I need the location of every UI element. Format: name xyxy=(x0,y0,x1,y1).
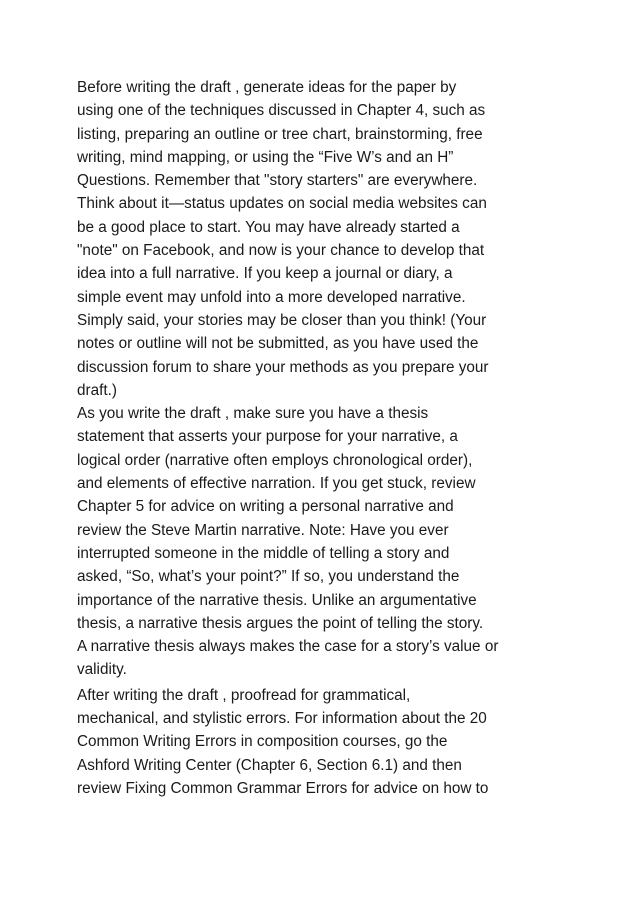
paragraph-brainstorm xyxy=(77,76,567,402)
text-line: and elements of effective narration. If you get stuck, review xyxy=(77,475,476,493)
text-line: Think about it—status updates on social media websites can xyxy=(77,195,487,213)
text-line: "note" on Facebook, and now is your chance to develop that xyxy=(77,242,485,260)
text-line: Before writing the draft , generate ideas for the paper by xyxy=(77,79,457,96)
text-line: writing, mind mapping, or using the “Five W’s and an H” xyxy=(77,148,454,166)
text-line: A narrative thesis always makes the case for a story’s value or xyxy=(77,638,499,656)
text-line: Common Writing Errors in composition courses, go the xyxy=(77,733,448,751)
text-line: After writing the draft , proofread for grammatical, xyxy=(77,686,411,704)
text-line: listing, preparing an outline or tree chart, brainstorming, free xyxy=(77,125,483,143)
text-line: importance of the narrative thesis. Unlike an argumentative xyxy=(77,591,477,609)
text-line: As you write the draft , make sure you have a thesis xyxy=(77,405,429,423)
text-line: simple event may unfold into a more developed narrative. xyxy=(77,288,466,306)
text-line: Chapter 5 for advice on writing a personal narrative and xyxy=(77,498,454,516)
text-line: logical order (narrative often employs chronological order), xyxy=(77,451,473,469)
text-line: discussion forum to share your methods as you prepare your xyxy=(77,358,489,376)
text-line: review the Steve Martin narrative. Note: Have you ever xyxy=(77,521,449,539)
text-line: using one of the techniques discussed in Chapter 4, such as xyxy=(77,102,486,120)
text-line: review Fixing Common Grammar Errors for advice on how to xyxy=(77,779,489,797)
text-line: idea into a full narrative. If you keep a journal or diary, a xyxy=(77,265,453,283)
text-line: draft.) xyxy=(77,381,117,399)
paragraph-thesis xyxy=(77,402,567,682)
text-line: statement that asserts your purpose for your narrative, a xyxy=(77,428,458,446)
paragraph-proofread xyxy=(77,684,567,800)
text-line: interrupted someone in the middle of telling a story and xyxy=(77,544,450,562)
text-line: Questions. Remember that "story starters" are everywhere. xyxy=(77,172,478,190)
text-line: thesis, a narrative thesis argues the point of telling the story. xyxy=(77,614,484,632)
document-page xyxy=(77,76,567,800)
text-line: notes or outline will not be submitted, as you have used the xyxy=(77,335,479,353)
text-line: Simply said, your stories may be closer than you think! (Your xyxy=(77,311,487,329)
text-line: asked, “So, what’s your point?” If so, you understand the xyxy=(77,568,460,586)
text-line: validity. xyxy=(77,661,127,679)
text-line: be a good place to start. You may have already started a xyxy=(77,218,460,236)
text-line: Ashford Writing Center (Chapter 6, Section 6.1) and then xyxy=(77,756,462,774)
text-line: mechanical, and stylistic errors. For information about the 20 xyxy=(77,710,487,728)
